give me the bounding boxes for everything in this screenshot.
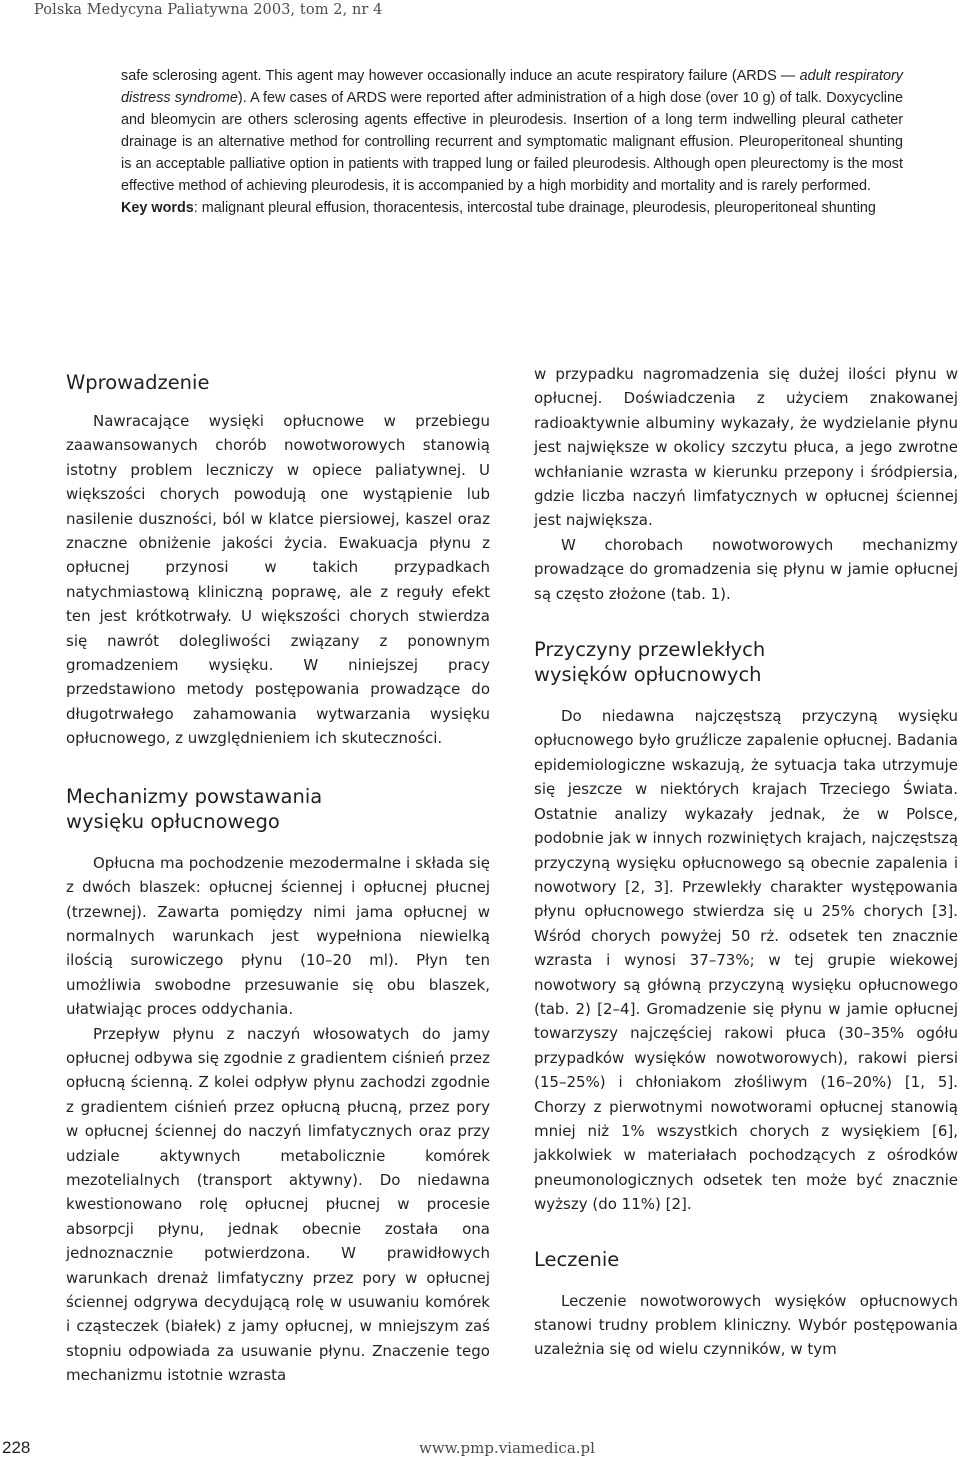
page-footer (0, 1438, 960, 1463)
page-number: 228 (2, 1438, 31, 1457)
continuation-paragraph-1: w przypadku nagromadzenia się dużej ilości płynu w opłucnej. Doświadczenia z użyciem znakowanej radioaktywnie albuminy wykazały, że wydzielanie płynu jest największe w okolicy szczytu płuca, a jego zwrotne wchłanianie wzrasta w kierunku przepony i śródpiersia, gdzie liczba naczyń limfatycznych w opłucnej ściennej jest największa. (534, 365, 958, 530)
mechanizmy-paragraph-1: Opłucna ma pochodzenie mezodermalne i składa się z dwóch blaszek: opłucnej ściennej i opłucnej płucnej (trzewnej). Zawarta pomiędzy nimi jama opłucnej w normalnych warunkach jest wypełniona niewielką ilością surowiczego płynu (10–20 ml). Płyn ten umożliwia swobodne przesuwanie się obu blaszek, ułatwiając proces oddychania. (66, 853, 490, 1019)
abstract-text (121, 65, 903, 197)
heading-wprowadzenie: Wprowadzenie (66, 371, 210, 394)
running-head: Polska Medycyna Paliatywna 2003, tom 2, nr 4 (34, 2, 383, 18)
right-column (534, 362, 958, 1362)
przyczyny-paragraph-1: Do niedawna najczęstszą przyczyną wysięku opłucnowego było gruźlicze zapalenie opłucnej. Badania epidemiologiczne wskazują, że sytuacja taka utrzymuje się jeszcze w niektórych krajach Trzeciego Świata. Ostatnie analizy wykazały jednak, że w Polsce, podobnie jak w innych rozwiniętych krajach, najczęstszą przyczyną wysięku opłucnowego są obecnie zapalenia i nowotwory [2, 3]. Przewlekły charakter występowania płynu opłucnowego stwierdza się u 25% chorych [3]. Wśród chorych powyżej 50 rż. odsetek ten znacznie wzrasta i wynosi 37–73%; w tej grupie wiekowej nowotwory są główną przyczyną wysięku opłucnowego (tab. 2) [2–4]. Gromadzenie się płynu w jamie opłucnej towarzyszy najczęściej rakowi płuca (30–35% ogółu przypadków wysięków nowotworowych), rakowi piersi (15–25%) i chłoniakom złośliwym (16–20%) [1, 5]. Chorzy z pierwotnymi nowotworami opłucnej stanowią mniej niż 1% wszystkich chorych z wysiękiem [6], jakkolwiek w materiałach pochodzących z ośrodków pneumonologicznych odsetek ten może być znacznie wyższy (do 11%) [2]. (534, 707, 959, 1214)
footer-url[interactable]: www.pmp.viamedica.pl (419, 1439, 595, 1457)
keywords-text: : malignant pleural effusion, thoracentesis, intercostal tube drainage, pleurodesis, pleuroperitoneal shunting (193, 200, 876, 216)
keywords (121, 197, 903, 219)
wprowadzenie-paragraph-1: Nawracające wysięki opłucnowe w przebiegu zaawansowanych chorób nowotworowych stanowią istotny problem leczniczy w opiece paliatywnej. U większości chorych powodują one wystąpienie lub nasilenie duszności, ból w klatce piersiowej, kaszel oraz znaczne obniżenie jakości życia. Ewakuacja płynu z opłucnej przynosi w takich przypadkach natychmiastową kliniczną poprawę, ale z reguły efekt ten jest krótkotrwały. U większości chorych stwierdza się nawrót dolegliwości związany z ponownym gromadzeniem wysięku. W niniejszej pracy przedstawiono metody postępowania prowadzące do długotrwałego zahamowania wytwarzania wysięku opłucnowego, z uwzględnieniem ich skuteczności. (66, 412, 490, 748)
mechanizmy-paragraph-2: Przepływ płynu z naczyń włosowatych do jamy opłucnej odbywa się zgodnie z gradientem ciśnień przez opłucną ścienną. Z kolei odpływ płynu zachodzi zgodnie z gradientem ciśnień przez opłucną płucną, przez pory w opłucnej ściennej do naczyń limfatycznych oraz przy udziale aktywnych metabolicznie komórek mezotelialnych (transport aktywny). Do niedawna kwestionowano rolę opłucnej płucnej w procesie absorpcji płynu, jednak obecnie została ona jednoznacznie potwierdzona. W prawidłowych warunkach drenaż limfatyczny przez pory w opłucnej ściennej odgrywa decydującą rolę w usuwaniu komórek i cząsteczek (białek) z jamy opłucnej, w mniejszym zaś stopniu odpowiada za usuwanie płynu. Znaczenie tego mechanizmu istotnie wzrasta (66, 1024, 490, 1385)
abstract (121, 65, 903, 219)
heading-przyczyny-line1: Przyczyny przewlekłych (534, 638, 766, 662)
heading-mechanizmy-line1: Mechanizmy powstawania (66, 784, 323, 808)
heading-leczenie: Leczenie (534, 1247, 620, 1271)
heading-mechanizmy-line2: wysięku opłucnowego (66, 809, 280, 833)
leczenie-paragraph-1: Leczenie nowotworowych wysięków opłucnowych stanowi trudny problem kliniczny. Wybór postępowania uzależnia się od wielu czynników, w tym (534, 1291, 958, 1359)
heading-przyczyny (534, 637, 958, 687)
heading-przyczyny-line2: wysięków opłucnowych (534, 663, 762, 687)
continuation-paragraph-2: W chorobach nowotworowych mechanizmy prowadzące do gromadzenia się płynu w jamie opłucnej są często złożone (tab. 1). (534, 535, 958, 603)
abstract-italic-term: adult respiratory distress syndrome (121, 68, 904, 106)
heading-mechanizmy (66, 784, 490, 834)
keywords-label: Key words (121, 200, 194, 216)
abstract-text-part1: safe sclerosing agent. This agent may however occasionally induce an acute respiratory failure (ARDS — (121, 68, 800, 84)
left-column (66, 362, 490, 1388)
abstract-text-part2: ). A few cases of ARDS were reported after administration of a high dose (over 10 g) of talk. Doxycycline and bleomycin are others sclerosing agents effective in pleurodesis. Insertion of a long term indwelling pleural catheter drainage is an alternative method for controlling recurrent and symptomatic malignant effusion. Pleuroperitoneal shunting is an acceptable palliative option in patients with trapped lung or failed pleurodesis. Although open pleurectomy is the most effective method of achieving pleurodesis, it is accompanied by a high morbidity and mortality and is rarely performed. (121, 90, 903, 194)
